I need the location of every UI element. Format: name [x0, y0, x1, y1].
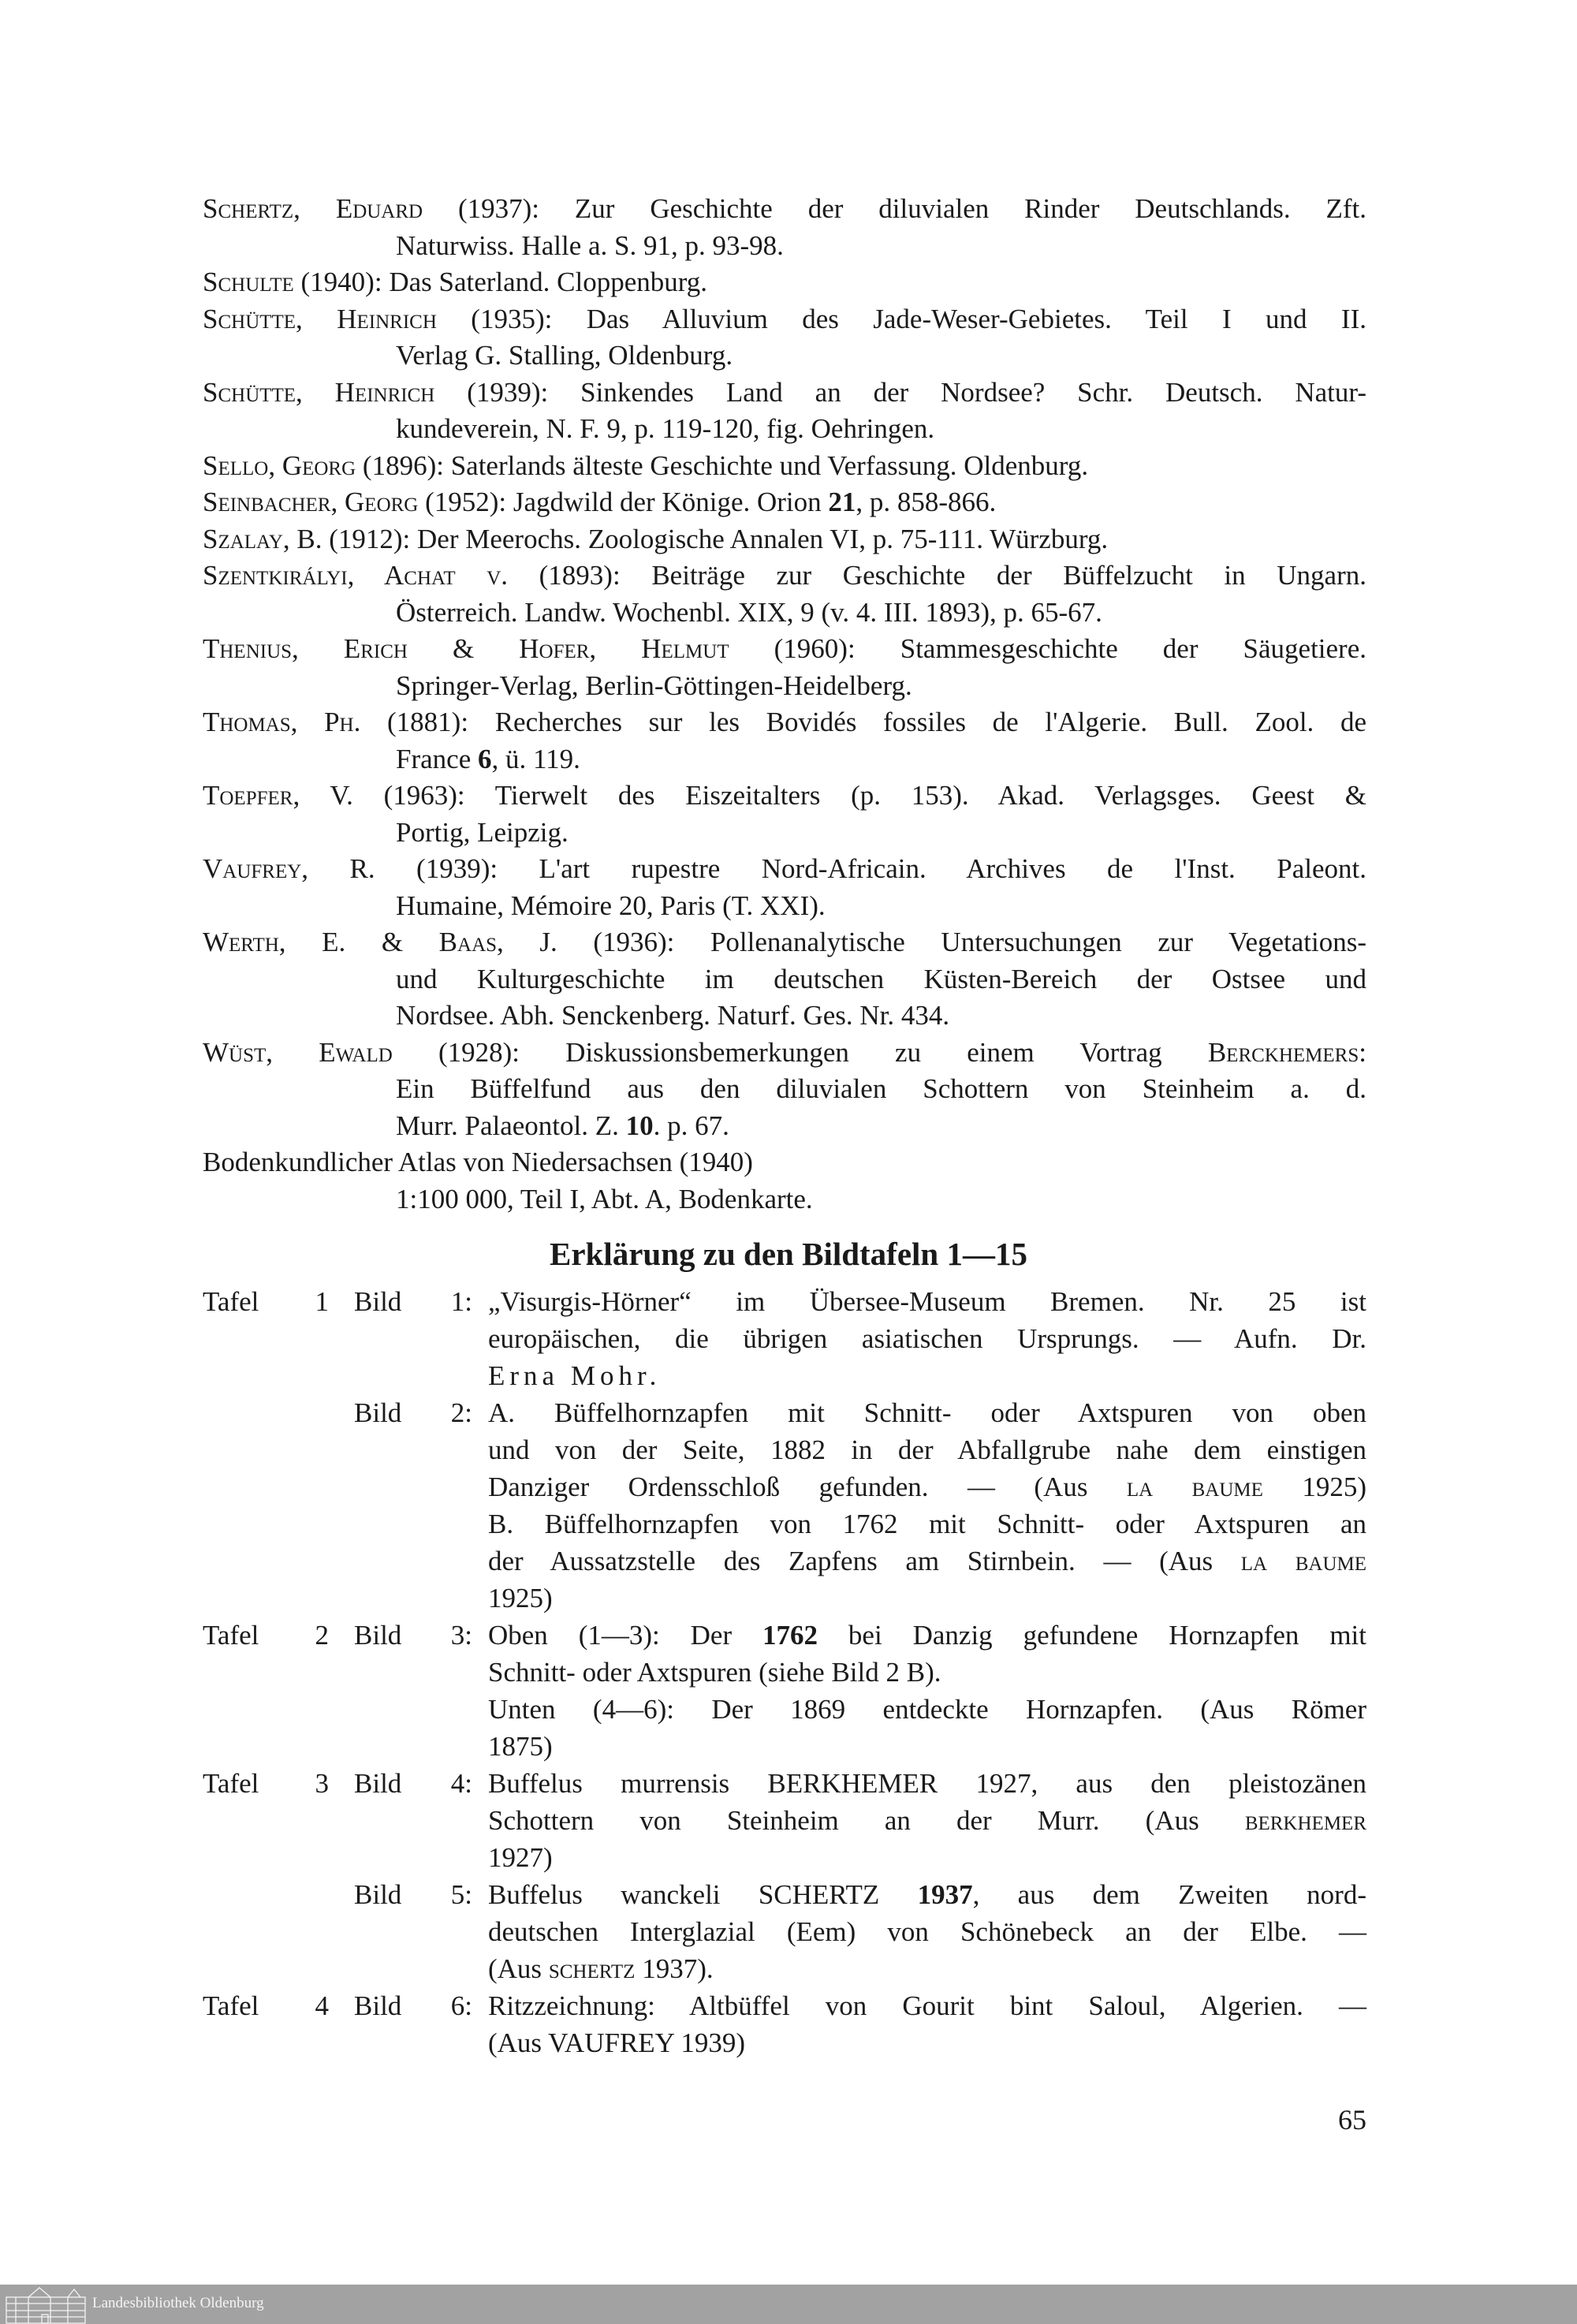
text-segment: Schütte, Heinrich	[203, 303, 437, 334]
footer-bar	[0, 2285, 1577, 2324]
text-segment: 6	[477, 743, 492, 774]
text-segment: Springer-Verlag, Berlin-Göttingen-Heidelberg.	[396, 670, 912, 701]
plate-row	[203, 1505, 1366, 1542]
text-segment: 1762	[762, 1620, 818, 1651]
tafel-number: 1	[315, 1286, 329, 1317]
text-segment: . p. 67.	[653, 1110, 729, 1141]
plate-description	[488, 1728, 1366, 1765]
plate-row	[203, 1617, 1366, 1654]
section-heading: Erklärung zu den Bildtafeln 1—15	[550, 1236, 1027, 1272]
plate-row	[203, 1542, 1366, 1580]
bild-label: Bild	[354, 1620, 402, 1651]
bild-number: 3:	[450, 1620, 472, 1651]
plate-description	[488, 1913, 1366, 1950]
reference-entry	[203, 375, 1366, 448]
text-line	[396, 1181, 1366, 1218]
library-building-logo-icon	[5, 2286, 87, 2324]
plate-row	[203, 1468, 1366, 1505]
reference-entry	[203, 521, 1366, 558]
plate-description	[488, 1950, 1366, 1987]
text-segment: 1925)	[488, 1583, 553, 1613]
tafel-label: Tafel	[203, 1620, 259, 1651]
plate-description	[488, 1320, 1366, 1357]
text-segment: Schulte	[203, 267, 294, 297]
text-segment: (1896): Saterlands älteste Geschichte und Verfassung. Oldenburg.	[356, 450, 1089, 481]
plate-description	[488, 1431, 1366, 1468]
text-segment: (1881): Recherches sur les Bovidés fossiles de l'Algerie. Bull. Zool. de	[360, 707, 1366, 737]
plate-row	[203, 1913, 1366, 1950]
reference-entry	[203, 301, 1366, 375]
bild-label: Bild	[354, 1879, 402, 1910]
tafel-number: 4	[315, 1990, 329, 2021]
text-segment: Schottern von Steinheim an der Murr. (Aus	[488, 1805, 1245, 1836]
plate-row	[203, 1431, 1366, 1468]
text-segment: , p. 858-866.	[856, 487, 997, 517]
bild-number: 4:	[450, 1768, 472, 1799]
plate-description	[488, 1654, 1366, 1691]
text-segment: Murr. Palaeontol. Z.	[396, 1110, 626, 1141]
text-segment: Werth, E. & Baas, J.	[203, 927, 557, 957]
plate-description	[488, 1691, 1366, 1728]
text-segment: Naturwiss. Halle a. S. 91, p. 93-98.	[396, 229, 784, 261]
plate-description	[488, 1542, 1366, 1580]
plate-row	[203, 1950, 1366, 1987]
text-segment: Bodenkundlicher Atlas von Niedersachsen (1940)	[203, 1147, 753, 1177]
text-segment: Ritzzeichnung: Altbüffel von Gourit bint Saloul, Algerien. —	[488, 1990, 1366, 2021]
text-segment: Szalay, B.	[203, 523, 322, 554]
text-segment: (1939): L'art rupestre Nord-Africain. Archives de l'Inst. Paleont.	[375, 853, 1366, 884]
bild-number: 1:	[450, 1286, 472, 1317]
text-segment: Schnitt- oder Axtspuren (siehe Bild 2 B).	[488, 1657, 941, 1688]
plate-description	[488, 1357, 1366, 1394]
bild-number: 6:	[450, 1990, 472, 2021]
text-line	[203, 778, 1366, 815]
plate-row	[203, 1320, 1366, 1357]
plate-description	[488, 1283, 1366, 1320]
reference-entry	[203, 924, 1366, 1035]
plate-row	[203, 2024, 1366, 2061]
text-segment: Unten (4—6): Der 1869 entdeckte Hornzapfen. (Aus Römer	[488, 1694, 1366, 1725]
text-line	[203, 1144, 1366, 1181]
reference-entry	[203, 264, 1366, 301]
text-segment: Thomas, Ph.	[203, 707, 361, 737]
text-line	[396, 998, 1366, 1035]
text-segment: 1937	[917, 1879, 973, 1910]
text-segment: Toepfer, V.	[203, 780, 353, 811]
text-segment: deutschen Interglazial (Eem) von Schönebeck an der Elbe. —	[488, 1916, 1366, 1947]
text-segment: 1:100 000, Teil I, Abt. A, Bodenkarte.	[396, 1183, 813, 1214]
text-segment: , ü. 119.	[491, 743, 580, 774]
plate-row	[203, 1802, 1366, 1839]
text-segment: la baume	[1240, 1546, 1367, 1576]
plate-row	[203, 1283, 1366, 1320]
reference-entry	[203, 704, 1366, 778]
text-segment: Nordsee. Abh. Senckenberg. Naturf. Ges. Nr. 434.	[396, 1000, 950, 1031]
reference-entry	[203, 191, 1366, 264]
text-segment: Schütte, Heinrich	[203, 376, 435, 408]
text-segment: Wüst, Ewald	[203, 1036, 393, 1068]
text-segment: 1925)	[1262, 1472, 1367, 1502]
text-line	[396, 338, 1366, 375]
text-segment: Buffelus murrensis BERKHEMER 1927, aus den pleistozänen	[488, 1768, 1366, 1799]
tafel-label: Tafel	[203, 1768, 259, 1799]
text-line	[203, 375, 1366, 412]
text-segment: und Kulturgeschichte im deutschen Küsten-Bereich der Ostsee und	[396, 963, 1366, 994]
text-line	[396, 888, 1366, 925]
bild-label: Bild	[354, 1990, 402, 2021]
text-segment: Sello, Georg	[203, 450, 356, 481]
plate-row	[203, 1654, 1366, 1691]
text-segment: und von der Seite, 1882 in der Abfallgrube nahe dem einstigen	[488, 1434, 1366, 1465]
plate-row	[203, 1765, 1366, 1802]
reference-entry	[203, 1144, 1366, 1218]
reference-entry	[203, 484, 1366, 521]
text-segment: B. Büffelhornzapfen von 1762 mit Schnitt- oder Axtspuren an	[488, 1509, 1366, 1539]
reference-entry	[203, 448, 1366, 485]
library-name: Landesbibliothek Oldenburg	[92, 2295, 264, 2311]
text-line	[203, 191, 1366, 228]
text-segment: Danziger Ordensschloß gefunden. — (Aus	[488, 1472, 1127, 1502]
text-segment: Buffelus wanckeli SCHERTZ	[488, 1879, 918, 1910]
text-segment: (1936): Pollenanalytische Untersuchungen zur Vegetations-	[557, 927, 1366, 957]
text-line	[203, 448, 1366, 485]
text-line	[396, 741, 1366, 778]
text-line	[396, 228, 1366, 265]
reference-entry	[203, 631, 1366, 704]
plate-row	[203, 1839, 1366, 1876]
plate-row	[203, 1876, 1366, 1913]
plate-row	[203, 1394, 1366, 1431]
text-segment: der Aussatzstelle des Zapfens am Stirnbein. — (Aus	[488, 1546, 1241, 1576]
text-line	[396, 595, 1366, 632]
text-segment: Ein Büffelfund aus den diluvialen Schottern von Steinheim a. d.	[396, 1073, 1366, 1104]
text-line	[396, 1071, 1366, 1108]
text-segment: „Visurgis-Hörner“ im Übersee-Museum Bremen. Nr. 25 ist	[488, 1286, 1366, 1317]
bild-label: Bild	[354, 1768, 402, 1799]
text-line	[203, 264, 1366, 301]
text-segment: Vaufrey, R.	[203, 853, 375, 884]
text-segment: (Aus VAUFREY 1939)	[488, 2027, 746, 2058]
text-line	[203, 631, 1366, 668]
text-segment: (1928): Diskussionsbemerkungen zu einem Vortrag	[392, 1036, 1208, 1068]
text-segment: (1893): Beiträge zur Geschichte der Büffelzucht in Ungarn.	[508, 560, 1366, 591]
plate-description	[488, 1580, 1366, 1617]
bild-number: 5:	[450, 1879, 472, 1910]
text-segment: schertz	[548, 1953, 636, 1984]
plate-row	[203, 1357, 1366, 1394]
tafel-label: Tafel	[203, 1990, 259, 2021]
text-segment: la baume	[1126, 1472, 1263, 1502]
bild-label: Bild	[354, 1286, 402, 1317]
text-segment: berkhemer	[1244, 1805, 1366, 1836]
plate-row	[203, 1580, 1366, 1617]
plate-description	[488, 1505, 1366, 1542]
plate-description	[488, 1987, 1366, 2024]
text-segment: (1937): Zur Geschichte der diluvialen Rinder Deutschlands. Zft.	[423, 193, 1367, 224]
text-line	[203, 1035, 1366, 1072]
text-segment: Seinbacher, Georg	[203, 487, 419, 517]
text-line	[396, 1108, 1366, 1145]
plate-description	[488, 1802, 1366, 1839]
text-segment: Portig, Leipzig.	[396, 816, 569, 848]
text-line	[396, 815, 1366, 852]
text-line	[396, 961, 1366, 998]
text-segment: Oben (1—3): Der	[488, 1620, 763, 1651]
tafel-number: 2	[315, 1620, 329, 1651]
text-segment: (1940): Das Saterland. Cloppenburg.	[293, 267, 708, 297]
bild-label: Bild	[354, 1397, 402, 1428]
text-line	[203, 558, 1366, 595]
text-segment: (1935): Das Alluvium des Jade-Weser-Gebietes. Teil I und II.	[436, 303, 1366, 334]
bibliography-list	[203, 191, 1366, 1218]
text-segment: Berckhemers	[1207, 1036, 1359, 1068]
text-segment: 21	[828, 487, 856, 517]
plate-description	[488, 2024, 1366, 2061]
plate-row	[203, 1987, 1366, 2024]
text-segment: (1939): Sinkendes Land an der Nordsee? Schr. Deutsch. Natur-	[434, 376, 1366, 408]
text-segment: 10	[625, 1110, 654, 1141]
text-line	[203, 301, 1366, 338]
text-segment: europäischen, die übrigen asiatischen Ursprungs. — Aufn. Dr.	[488, 1323, 1366, 1354]
text-segment: Verlag G. Stalling, Oldenburg.	[396, 340, 733, 371]
plate-row	[203, 1728, 1366, 1765]
text-segment: Humaine, Mémoire 20, Paris (T. XXI).	[396, 890, 826, 921]
text-line	[203, 484, 1366, 521]
reference-entry	[203, 558, 1366, 631]
plate-description	[488, 1468, 1366, 1505]
text-segment: (1963): Tierwelt des Eiszeitalters (p. 153). Akad. Verlagsges. Geest &	[352, 780, 1366, 811]
tafel-number: 3	[315, 1768, 329, 1799]
reference-entry	[203, 1035, 1366, 1145]
plate-description	[488, 1765, 1366, 1802]
plate-legend-table	[203, 1283, 1366, 2061]
text-segment: Österreich. Landw. Wochenbl. XIX, 9 (v. 4. III. 1893), p. 65-67.	[396, 596, 1102, 628]
text-line	[396, 668, 1366, 705]
text-segment: , aus dem Zweiten nord-	[972, 1879, 1366, 1910]
reference-entry	[203, 778, 1366, 851]
text-segment: 1927)	[488, 1842, 553, 1873]
text-line	[203, 521, 1366, 558]
text-segment: bei Danzig gefundene Hornzapfen mit	[818, 1620, 1367, 1651]
text-segment: Schertz, Eduard	[203, 193, 423, 224]
page-number: 65	[1338, 2104, 1366, 2136]
text-segment: Szentkirályi, Achat v.	[203, 560, 509, 591]
text-segment: 1937).	[635, 1953, 714, 1984]
text-line	[203, 851, 1366, 888]
text-line	[396, 411, 1366, 448]
text-segment: Thenius, Erich & Hofer, Helmut	[203, 633, 729, 664]
text-segment: :	[1359, 1036, 1366, 1068]
text-segment: France	[396, 743, 478, 774]
text-segment: (1952): Jagdwild der Könige. Orion	[418, 487, 829, 517]
text-segment: Erna Mohr.	[488, 1360, 662, 1391]
text-segment: kundeverein, N. F. 9, p. 119-120, fig. Oehringen.	[396, 413, 935, 444]
bild-number: 2:	[450, 1397, 472, 1428]
plate-description	[488, 1394, 1366, 1431]
tafel-label: Tafel	[203, 1286, 259, 1317]
text-line	[203, 924, 1366, 961]
plate-description	[488, 1839, 1366, 1876]
text-segment: (1912): Der Meerochs. Zoologische Annalen VI, p. 75-111. Würzburg.	[322, 523, 1109, 554]
text-segment: A. Büffelhornzapfen mit Schnitt- oder Axtspuren von oben	[488, 1397, 1366, 1428]
text-line	[203, 704, 1366, 741]
plate-description	[488, 1617, 1366, 1654]
plate-description	[488, 1876, 1366, 1913]
reference-entry	[203, 851, 1366, 924]
text-segment: (1960): Stammesgeschichte der Säugetiere.	[729, 633, 1366, 664]
plate-row	[203, 1691, 1366, 1728]
text-segment: (Aus	[488, 1953, 549, 1984]
text-segment: 1875)	[488, 1731, 553, 1762]
